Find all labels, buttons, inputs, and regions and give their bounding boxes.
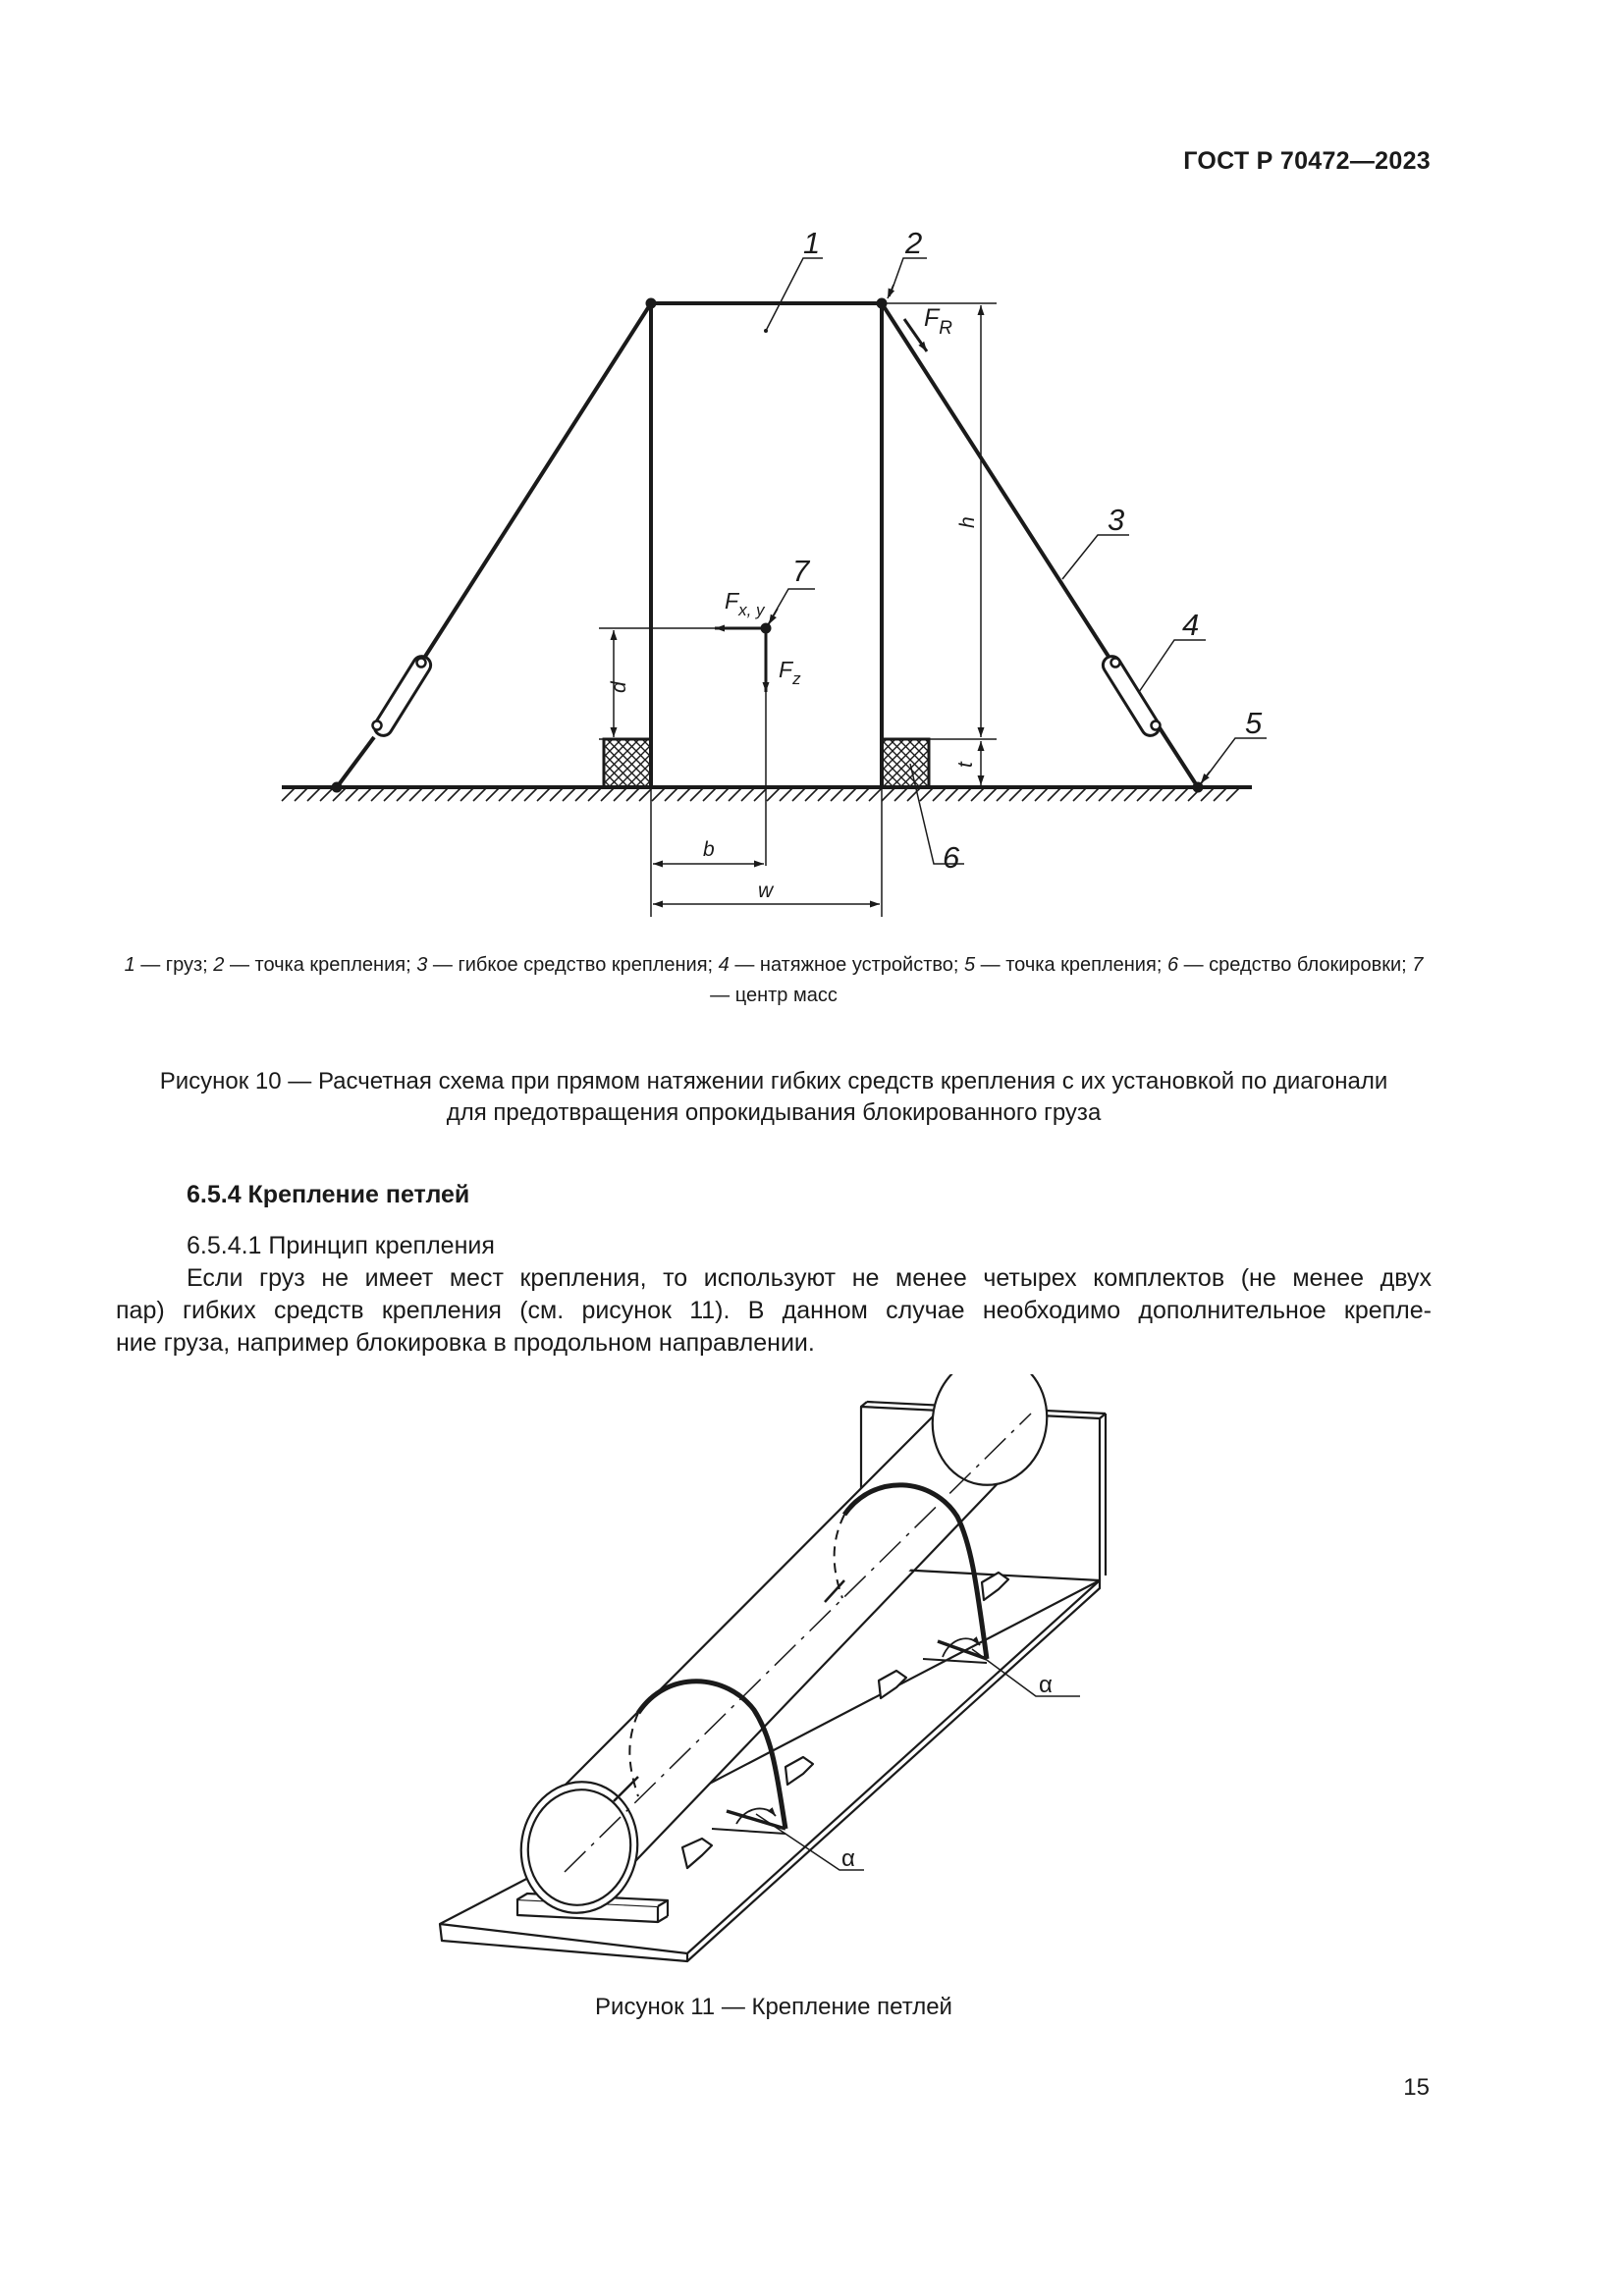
blocking-device-right [882, 739, 929, 787]
callout-2: 2 [905, 226, 923, 260]
callout-1: 1 [803, 226, 821, 260]
page-number: 15 [1403, 2074, 1430, 2101]
attachment-point-cargo-left [646, 298, 657, 309]
tensioner-right [1100, 653, 1163, 739]
callout-leaders [766, 258, 1267, 864]
force-fxy-label: $F_{x, y}$ [725, 588, 765, 619]
callout-7: 7 [792, 554, 810, 588]
figure-11-caption: Рисунок 11 — Крепление петлей [595, 1994, 952, 2020]
dimension-d-label: d [608, 681, 630, 693]
angle-label-rear: α [1039, 1672, 1053, 1698]
angle-label-front: α [841, 1845, 855, 1872]
paragraph-line-1: Если груз не имеет мест крепления, то используют не менее четырех комплектов (не менее двух [187, 1264, 1432, 1292]
paragraph-line-3: ние груза, например блокировка в продольном направлении. [116, 1329, 815, 1357]
ground-hatching [282, 788, 1239, 801]
dimension-w-label: w [758, 880, 774, 902]
figure-10-caption-line-2: для предотвращения опрокидывания блокированного груза [446, 1099, 1102, 1126]
figure-10-legend: 1 — груз; 2 — точка крепления; 3 — гибкое средство крепления; 4 — натяжное устройство; 5 — точка крепления; 6 — средство блокировки; 7 — центр масс [124, 954, 1424, 1006]
callout-3: 3 [1108, 503, 1125, 537]
force-fz-label: $F_z$ [779, 657, 801, 688]
blocking-device-left [604, 739, 651, 787]
paragraph-line-2: пар) гибких средств крепления (см. рисунок 11). В данном случае необходимо дополнительное крепле- [116, 1297, 1432, 1324]
dimension-b-label: b [703, 838, 715, 861]
callout-6: 6 [943, 840, 960, 875]
attachment-point-floor-left [332, 782, 343, 793]
subsection-heading: 6.5.4.1 Принцип крепления [187, 1232, 495, 1259]
figure-10-caption-line-1: Рисунок 10 — Расчетная схема при прямом натяжении гибких средств крепления с их установкой по диагонали [159, 1068, 1388, 1095]
tensioner-left [371, 653, 434, 739]
callout-5: 5 [1245, 706, 1263, 740]
force-fr-label: $F_R$ [924, 304, 953, 339]
section-heading: 6.5.4 Крепление петлей [187, 1181, 470, 1208]
dimension-h-label: h [956, 516, 979, 528]
callout-4: 4 [1182, 608, 1200, 642]
figure-11-diagram [393, 1374, 1178, 2002]
figure-10-diagram [0, 0, 1624, 942]
document-number: ГОСТ Р 70472—2023 [1183, 147, 1431, 175]
dimension-h [884, 303, 997, 787]
dimension-t-label: t [954, 762, 977, 768]
